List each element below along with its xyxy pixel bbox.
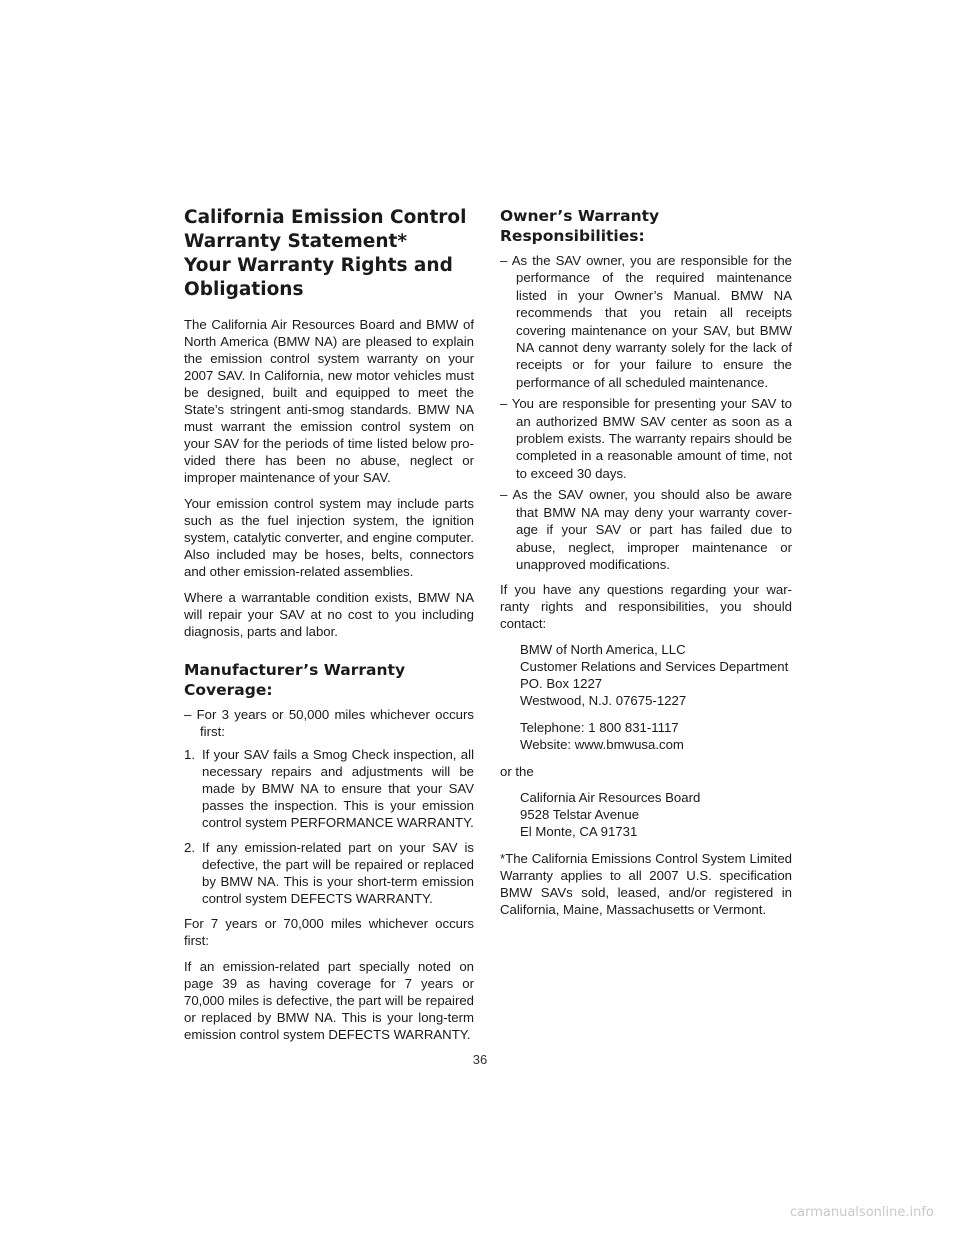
contact-line: Customer Relations and Services Department <box>520 659 789 675</box>
watermark-text: carmanualsonline.info <box>790 1205 934 1220</box>
item-number: 1. <box>184 747 195 762</box>
parts-paragraph: Your emission control system may include parts such as the fuel injection system, the ignition system, catalytic converter, and engine computer. Also included may be hoses, belts, connectors and other emission-related assemblies. <box>184 496 474 579</box>
page-number: 36 <box>472 1052 488 1067</box>
coverage-item-2 <box>184 839 474 907</box>
responsibility-item: – As the SAV owner, you are responsible for the performance of the required maintenance listed in your Owner’s Manual. BMW NA recommends that you retain all receipts covering maintenance on your SAV, but BMW NA cannot deny warranty solely for the lack of receipts or for your failure to ensure the performance of all scheduled maintenance. <box>500 253 792 390</box>
coverage-numbered-list <box>184 746 474 907</box>
long-term-paragraph: If an emission-related part specially noted on page 39 as having coverage for 7 years or 70,000 miles is defective, the part will be repaired or replaced by BMW NA. This is your long-term emission control system DEFECTS WARRANTY. <box>184 959 474 1042</box>
contact-line: Westwood, N.J. 07675-1227 <box>520 693 687 709</box>
left-column <box>184 206 474 1052</box>
contact-line: 9528 Telstar Avenue <box>520 807 640 823</box>
or-the-text: or the <box>500 764 534 780</box>
responsibility-item: – As the SAV owner, you should also be aware that BMW NA may deny your warranty coverage if your SAV or part has failed due to abuse, neglect, improper maintenance or unapproved modifications. <box>500 487 792 572</box>
coverage-item-1 <box>184 746 474 831</box>
telephone-line: Telephone: 1 800 831-1117 <box>520 720 679 736</box>
website-line: Website: www.bmwusa.com <box>520 737 684 753</box>
coverage-heading: Manufacturer’s Warranty Coverage: <box>184 661 406 699</box>
contact-line: California Air Resources Board <box>520 790 701 806</box>
item-text: If any emission-related part on your SAV is defective, the part will be repaired or replaced by BMW NA. This is your short-term emission control system DEFECTS WARRANTY. <box>202 840 474 906</box>
contact-line: El Monte, CA 91731 <box>520 824 638 840</box>
contact-line: PO. Box 1227 <box>520 676 603 692</box>
section-title <box>184 206 474 302</box>
title-line: Your Warranty Rights and <box>184 255 453 276</box>
bmw-contact-block <box>500 641 792 753</box>
title-line: Warranty Statement* <box>184 231 408 252</box>
item-text: If your SAV fails a Smog Check inspection, all necessary repairs and adjustments will be made by BMW NA to ensure that your SAV passes the inspection. This is your emission control system PERFORMANCE WARRANTY. <box>202 747 474 830</box>
responsibility-item: – You are responsible for presenting your SAV to an authorized BMW SAV center as soon as a problem exists. The warranty repairs should be completed in a reasonable amount of time, not to exceed 30 days. <box>500 396 792 481</box>
right-column <box>500 206 792 918</box>
responsibilities-heading: Owner’s Warranty Responsibilities: <box>500 207 660 245</box>
long-term-heading-paragraph: For 7 years or 70,000 miles whichever occurs first: <box>184 916 474 948</box>
contact-line: BMW of North America, LLC <box>520 642 686 658</box>
carb-contact-block <box>500 789 792 840</box>
questions-paragraph: If you have any questions regarding your warranty rights and responsibilities, you should contact: <box>500 582 792 632</box>
item-number: 2. <box>184 840 195 855</box>
footnote: *The California Emissions Control System Limited Warranty applies to all 2007 U.S. specification BMW SAVs sold, leased, and/or registered in California, Maine, Massachusetts or Vermont. <box>500 851 792 918</box>
title-line: Obligations <box>184 279 304 300</box>
coverage-dash-item: – For 3 years or 50,000 miles whichever occurs first: <box>184 707 474 739</box>
repair-paragraph: Where a warrantable condition exists, BMW NA will repair your SAV at no cost to you including diagnosis, parts and labor. <box>184 590 474 639</box>
title-line: California Emission Control <box>184 207 467 228</box>
intro-paragraph: The California Air Resources Board and BMW of North America (BMW NA) are pleased to explain the emission control system warranty on your 2007 SAV. In California, new motor vehicles must be designed, built and equipped to meet the State’s stringent anti-smog standards. BMW NA must warrant the emission control system on your SAV for the periods of time listed below provided there has been no abuse, neglect or improper maintenance of your SAV. <box>184 317 474 485</box>
